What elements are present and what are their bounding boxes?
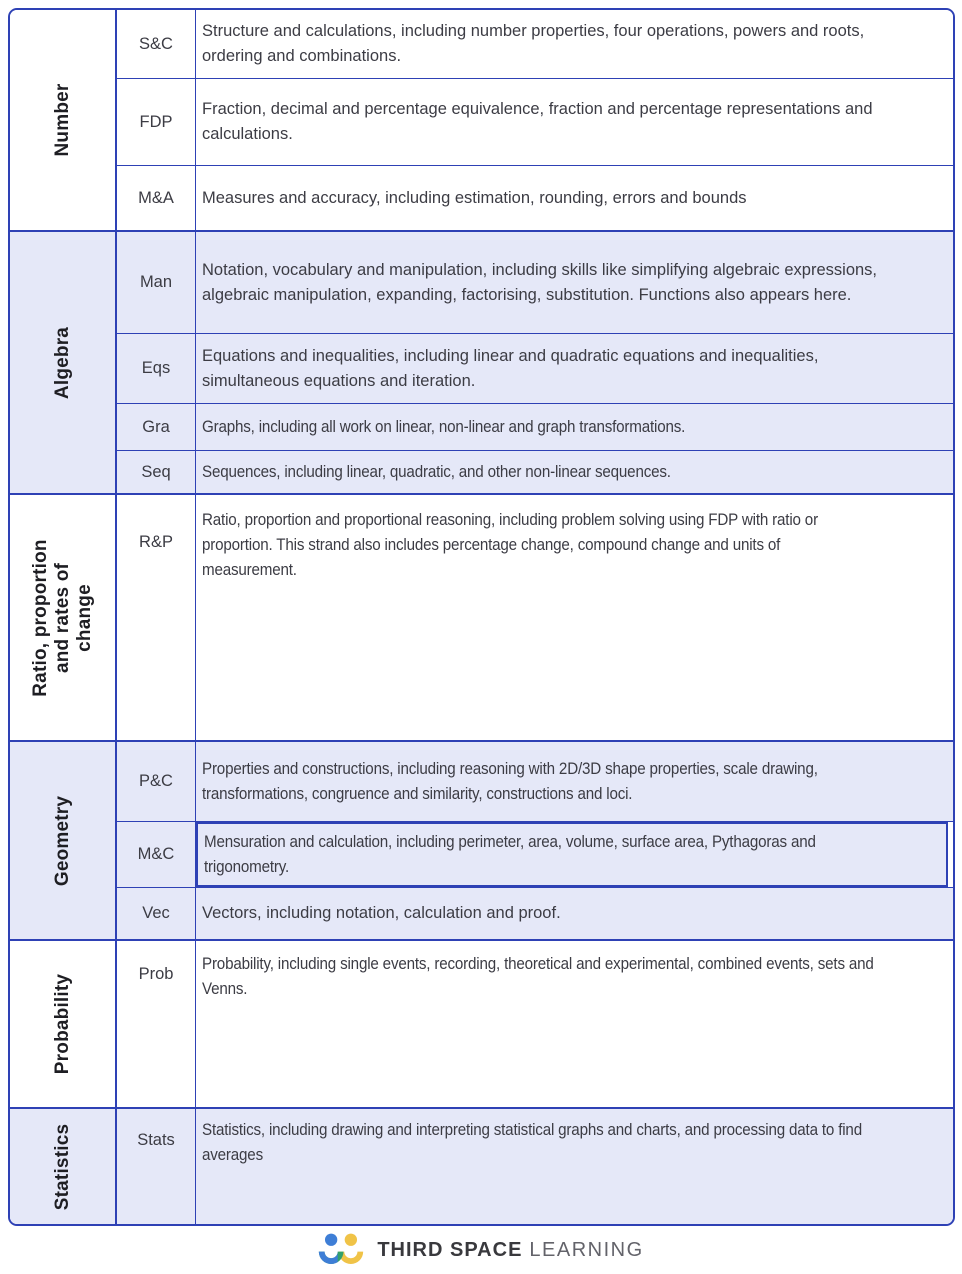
abbr-cell: Gra	[117, 404, 196, 450]
section-label-line: Statistics	[51, 1123, 73, 1210]
desc-text: Vectors, including notation, calculation and proof.	[202, 904, 561, 922]
highlighted-cell-box	[196, 822, 948, 887]
third-space-learning-logo-icon	[318, 1230, 364, 1270]
section-geometry	[10, 740, 953, 939]
desc-text: Properties and constructions, including reasoning with 2D/3D shape properties, scale drawing, transformations, congruence and similarity, constructions and loci.	[202, 759, 818, 803]
table-row	[117, 10, 953, 78]
abbr-cell: M&C	[117, 822, 196, 887]
desc-cell	[196, 742, 953, 821]
section-ratio-label-cell	[10, 495, 117, 740]
desc-cell	[196, 822, 953, 887]
abbr-cell: R&P	[117, 495, 196, 740]
section-label-line: Algebra	[51, 326, 73, 399]
desc-cell	[196, 1109, 953, 1224]
section-statistics-label-cell	[10, 1109, 117, 1224]
section-geometry-label-cell	[10, 742, 117, 939]
desc-text: Sequences, including linear, quadratic, and other non-linear sequences.	[202, 462, 671, 481]
table-row	[117, 821, 953, 887]
abbr-cell: M&A	[117, 166, 196, 230]
section-probability-label	[52, 974, 74, 1074]
table-row	[117, 403, 953, 450]
abbr-cell: Seq	[117, 451, 196, 493]
table-row	[117, 333, 953, 403]
abbr-cell: FDP	[117, 79, 196, 165]
desc-cell	[196, 404, 953, 450]
desc-cell	[196, 79, 953, 165]
desc-text: Notation, vocabulary and manipulation, including skills like simplifying algebraic expressions, algebraic manipulation, expanding, factorising, substitution. Functions also appears here.	[202, 260, 878, 304]
table-row	[117, 450, 953, 493]
abbr-cell: Stats	[117, 1109, 196, 1224]
section-label-line: Ratio, proportion	[29, 538, 51, 697]
section-statistics	[10, 1107, 953, 1224]
section-number-rows	[117, 10, 953, 230]
desc-cell	[196, 941, 953, 1107]
section-algebra-label	[52, 326, 74, 398]
desc-text: Measures and accuracy, including estimation, rounding, errors and bounds	[202, 188, 747, 207]
desc-text: Ratio, proportion and proportional reasoning, including problem solving using FDP with ratio or proportion. This strand also includes percentage change, compound change and units of measurement.	[202, 511, 818, 579]
section-label-line: Geometry	[51, 795, 73, 886]
desc-text: Probability, including single events, recording, theoretical and experimental, combined events, sets and Venns.	[202, 955, 874, 998]
desc-cell	[196, 334, 953, 403]
desc-text: Structure and calculations, including number properties, four operations, powers and roots, ordering and combinations.	[202, 22, 865, 65]
section-probability-label-cell	[10, 941, 117, 1107]
abbr-cell: S&C	[117, 10, 196, 78]
brand-footer	[0, 1226, 962, 1274]
section-probability-rows	[117, 941, 953, 1107]
desc-text: Equations and inequalities, including linear and quadratic equations and inequalities, simultaneous equations and iteration.	[202, 346, 819, 390]
desc-text: Fraction, decimal and percentage equivalence, fraction and percentage representations and calculations.	[202, 100, 873, 143]
desc-cell	[196, 10, 953, 78]
desc-cell	[196, 451, 953, 493]
section-number-label-cell	[10, 10, 117, 230]
section-label-line: Probability	[51, 973, 73, 1075]
desc-text: Statistics, including drawing and interpreting statistical graphs and charts, and processing data to find averages	[202, 1121, 862, 1164]
section-ratio	[10, 493, 953, 740]
section-geometry-rows	[117, 742, 953, 939]
desc-cell	[196, 166, 953, 230]
section-label-line: and rates of	[51, 562, 73, 673]
brand-wordmark	[377, 1239, 643, 1262]
abbr-cell: Vec	[117, 888, 196, 939]
desc-text: Graphs, including all work on linear, non-linear and graph transformations.	[202, 417, 686, 436]
table-row	[117, 495, 953, 740]
abbr-cell: Prob	[117, 941, 196, 1107]
table-row	[117, 941, 953, 1107]
brand-wordmark-light: LEARNING	[529, 1238, 644, 1261]
section-geometry-label	[52, 795, 74, 885]
table-row	[117, 887, 953, 939]
section-statistics-rows	[117, 1109, 953, 1224]
table-row	[117, 78, 953, 165]
section-ratio-rows	[117, 495, 953, 740]
section-ratio-label	[30, 539, 96, 697]
table-row	[117, 165, 953, 230]
table-row	[117, 232, 953, 333]
brand-wordmark-bold: THIRD SPACE	[377, 1238, 523, 1261]
section-probability	[10, 939, 953, 1107]
table-row	[117, 742, 953, 821]
section-number	[10, 10, 953, 230]
section-algebra-rows	[117, 232, 953, 493]
desc-cell	[196, 495, 953, 740]
section-algebra-label-cell	[10, 232, 117, 493]
desc-cell	[196, 888, 953, 939]
abbr-cell: P&C	[117, 742, 196, 821]
section-statistics-label	[52, 1123, 74, 1209]
abbr-cell: Man	[117, 232, 196, 333]
desc-text: Mensuration and calculation, including perimeter, area, volume, surface area, Pythagoras and trigonometry.	[204, 832, 816, 876]
table-row	[117, 1109, 953, 1224]
section-number-label	[52, 84, 74, 157]
desc-cell	[196, 232, 953, 333]
abbr-cell: Eqs	[117, 334, 196, 403]
maths-strands-table	[8, 8, 955, 1226]
section-label-line: change	[73, 583, 95, 652]
section-label-line: Number	[51, 83, 73, 157]
section-algebra	[10, 230, 953, 493]
